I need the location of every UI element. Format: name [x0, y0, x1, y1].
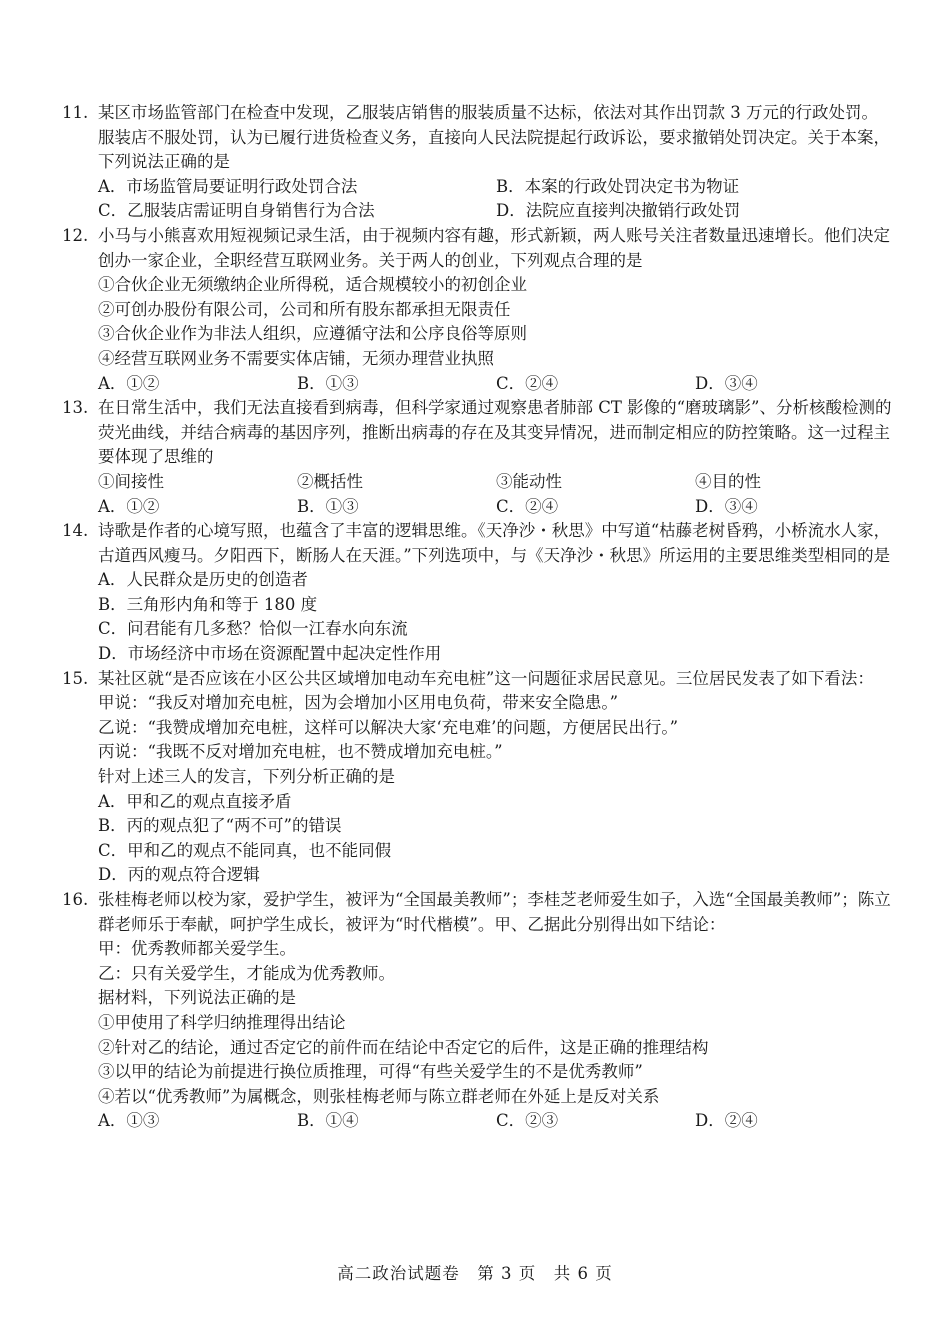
option-a: A．①②	[98, 496, 160, 516]
statement-yi: 乙说：“我赞成增加充电桩，这样可以解决大家‘充电难’的问题，方便居民出行。”	[98, 717, 679, 737]
option-c: C．②③	[496, 1111, 559, 1131]
option-a: A．①③	[98, 1111, 160, 1131]
question-number: 12.	[62, 225, 89, 245]
question-stem: 张桂梅老师以校为家，爱护学生，被评为“全国最美教师”；李桂芝老师爱生如子，入选“全国最美教师”；陈立群老师乐于奉献，呵护学生成长，被评为“时代楷模”。甲、乙据此分别得出如下结论：	[98, 890, 891, 934]
option-b: B．丙的观点犯了“两不可”的错误	[98, 816, 342, 836]
question-number: 15.	[62, 668, 89, 688]
statement-bing: 丙说：“我既不反对增加充电桩，也不赞成增加充电桩。”	[98, 742, 503, 762]
question-prompt: 针对上述三人的发言，下列分析正确的是	[98, 767, 395, 787]
question-14	[62, 519, 894, 667]
statement-4: ④经营互联网业务不需要实体店铺，无须办理营业执照	[98, 348, 494, 368]
option-d: D．市场经济中市场在资源配置中起决定性作用	[98, 644, 442, 664]
question-12	[62, 224, 894, 396]
question-13	[62, 396, 894, 519]
question-15	[62, 667, 894, 888]
question-number: 13.	[62, 398, 89, 418]
statement-3: ③合伙企业作为非法人组织，应遵循守法和公序良俗等原则	[98, 324, 527, 344]
option-d: D．②④	[695, 1111, 758, 1131]
option-a: A．市场监管局要证明行政处罚合法	[98, 176, 358, 196]
option-b: B．①③	[297, 373, 359, 393]
option-a: A．人民群众是历史的创造者	[98, 570, 308, 590]
page-footer: 高二政治试题卷 第 3 页 共 6 页	[337, 1264, 613, 1283]
question-prompt: 据材料，下列说法正确的是	[98, 988, 296, 1008]
question-16	[62, 888, 894, 1134]
option-a: A．甲和乙的观点直接矛盾	[98, 791, 292, 811]
statement-1: ①甲使用了科学归纳推理得出结论	[98, 1012, 346, 1032]
option-a: A．①②	[98, 373, 160, 393]
statement-1: ①合伙企业无须缴纳企业所得税，适合规模较小的初创企业	[98, 275, 527, 295]
question-stem: 在日常生活中，我们无法直接看到病毒，但科学家通过观察患者肺部 CT 影像的“磨玻璃影”、分析核酸检测的荧光曲线，并结合病毒的基因序列，推断出病毒的存在及其变异情况，进而制定相应的防控策略。这一过程主要体现了思维的	[98, 398, 892, 467]
statement-1: ①间接性	[98, 471, 164, 491]
statement-2: ②可创办股份有限公司，公司和所有股东都承担无限责任	[98, 299, 511, 319]
option-d: D．③④	[695, 373, 758, 393]
conclusion-yi: 乙：只有关爱学生，才能成为优秀教师。	[98, 963, 395, 983]
statement-3: ③能动性	[496, 471, 562, 491]
question-number: 11.	[62, 103, 89, 122]
option-d: D．③④	[695, 496, 758, 516]
statement-3: ③以甲的结论为前提进行换位质推理，可得“有些关爱学生的不是优秀教师”	[98, 1062, 643, 1082]
statement-jia: 甲说：“我反对增加充电桩，因为会增加小区用电负荷，带来安全隐患。”	[98, 693, 619, 713]
option-b: B．①③	[297, 496, 359, 516]
option-c: C．②④	[496, 373, 559, 393]
option-d: D．丙的观点符合逻辑	[98, 865, 260, 885]
statement-4: ④目的性	[695, 471, 761, 491]
option-c: C．乙服装店需证明自身销售行为合法	[98, 201, 375, 221]
question-stem: 某区市场监管部门在检查中发现，乙服装店销售的服装质量不达标，依法对其作出罚款 3 万元的行政处罚。服装店不服处罚，认为已履行进货检查义务，直接向人民法院提起行政诉讼，要求撤销处罚决定。关于本案，下列说法正确的是	[98, 103, 890, 172]
option-c: C．②④	[496, 496, 559, 516]
option-b: B．本案的行政处罚决定书为物证	[496, 176, 740, 196]
option-c: C．问君能有几多愁？恰似一江春水向东流	[98, 619, 408, 639]
statement-2: ②针对乙的结论，通过否定它的前件而在结论中否定它的后件，这是正确的推理结构	[98, 1037, 709, 1057]
option-b: B．①④	[297, 1111, 359, 1131]
conclusion-jia: 甲：优秀教师都关爱学生。	[98, 939, 296, 959]
question-stem: 小马与小熊喜欢用短视频记录生活，由于视频内容有趣，形式新颖，两人账号关注者数量迅速增长。他们决定创办一家企业，全职经营互联网业务。关于两人的创业，下列观点合理的是	[98, 225, 890, 270]
question-11	[62, 101, 894, 224]
question-stem: 诗歌是作者的心境写照，也蕴含了丰富的逻辑思维。《天净沙・秋思》中写道“枯藤老树昏鸦，小桥流水人家，古道西风瘦马。夕阳西下，断肠人在天涯。”下列选项中，与《天净沙・秋思》所运用的主要思维类型相同的是	[98, 521, 891, 565]
option-b: B．三角形内角和等于 180 度	[98, 594, 318, 614]
question-number: 16.	[62, 890, 89, 909]
statement-4: ④若以“优秀教师”为属概念，则张桂梅老师与陈立群老师在外延上是反对关系	[98, 1086, 660, 1106]
option-c: C．甲和乙的观点不能同真，也不能同假	[98, 840, 392, 860]
option-d: D．法院应直接判决撤销行政处罚	[496, 201, 741, 221]
question-number: 14.	[62, 521, 89, 541]
exam-page	[62, 101, 894, 1134]
question-stem: 某社区就“是否应该在小区公共区域增加电动车充电桩”这一问题征求居民意见。三位居民发表了如下看法：	[98, 668, 874, 688]
statement-2: ②概括性	[297, 471, 363, 491]
